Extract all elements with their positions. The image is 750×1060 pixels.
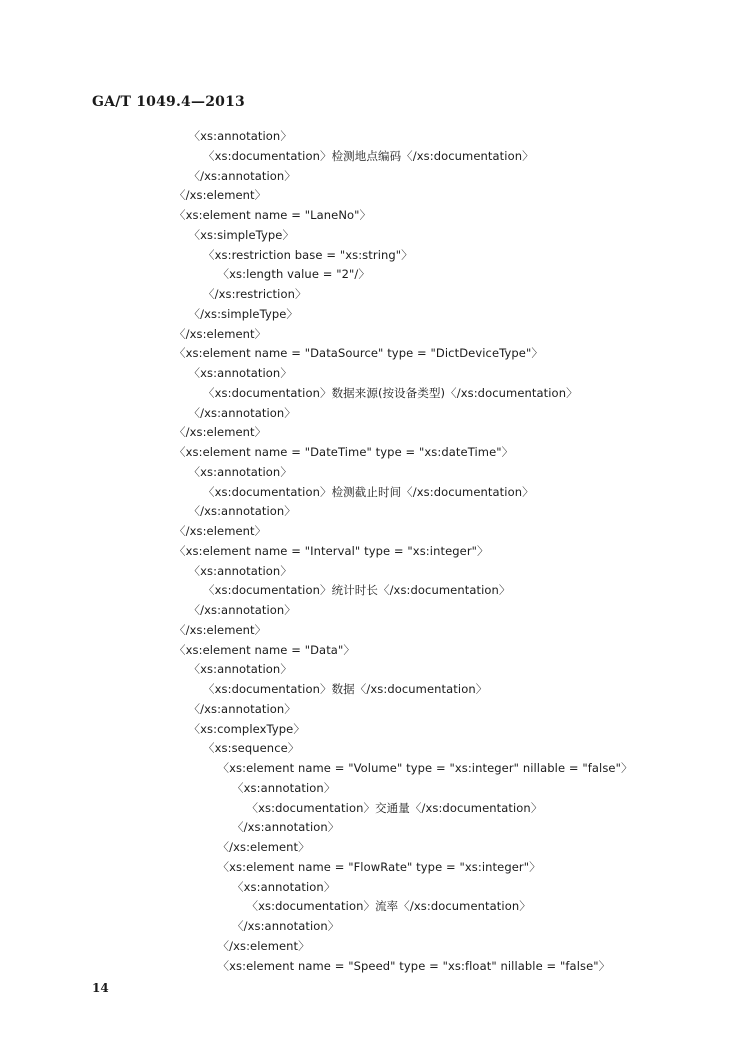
code-line: 〈xs:length value = "2"/〉 [217, 267, 371, 282]
code-line: 〈/xs:annotation〉 [188, 168, 296, 183]
code-line: 〈xs:documentation〉检测截止时间〈/xs:documentation〉 [203, 484, 534, 499]
code-line: 〈/xs:element〉 [174, 622, 267, 637]
code-line: 〈xs:documentation〉检测地点编码〈/xs:documentation〉 [203, 148, 534, 163]
code-line: 〈/xs:annotation〉 [188, 701, 296, 716]
code-line: 〈/xs:element〉 [174, 188, 267, 203]
code-line: 〈xs:simpleType〉 [188, 227, 295, 242]
code-line: 〈xs:annotation〉 [188, 563, 292, 578]
code-line: 〈xs:restriction base = "xs:string"〉 [203, 247, 413, 262]
code-line: 〈xs:element name = "Data"〉 [174, 642, 355, 657]
code-line: 〈xs:annotation〉 [188, 464, 292, 479]
code-line: 〈xs:element name = "Volume" type = "xs:integer" nillable = "false"〉 [217, 761, 633, 775]
code-line: 〈xs:element name = "DataSource" type = "DictDeviceType"〉 [174, 346, 543, 361]
code-line: 〈xs:documentation〉统计时长〈/xs:documentation〉 [203, 583, 511, 598]
code-line: 〈/xs:annotation〉 [232, 820, 340, 835]
code-line: 〈xs:documentation〉数据〈/xs:documentation〉 [203, 682, 488, 696]
code-line: 〈/xs:annotation〉 [188, 405, 296, 420]
page-number: 14 [92, 981, 109, 995]
code-line: 〈/xs:element〉 [174, 425, 267, 440]
code-line: 〈xs:annotation〉 [232, 780, 336, 795]
code-line: 〈/xs:annotation〉 [232, 919, 340, 933]
code-line: 〈xs:annotation〉 [188, 366, 292, 380]
code-line: 〈/xs:element〉 [174, 524, 267, 538]
code-line: 〈xs:complexType〉 [188, 721, 305, 736]
code-line: 〈xs:documentation〉流率〈/xs:documentation〉 [246, 899, 531, 914]
code-line: 〈xs:annotation〉 [232, 879, 336, 894]
code-line: 〈xs:sequence〉 [203, 741, 300, 756]
standard-code-header: GA/T 1049.4—2013 [92, 94, 245, 110]
code-line: 〈xs:documentation〉数据来源(按设备类型)〈/xs:documentation〉 [203, 385, 578, 400]
code-line: 〈/xs:element〉 [174, 326, 267, 341]
code-line: 〈xs:annotation〉 [188, 129, 292, 143]
code-line: 〈xs:element name = "LaneNo"〉 [174, 208, 372, 222]
code-line: 〈/xs:element〉 [217, 938, 310, 953]
code-line: 〈xs:element name = "Speed" type = "xs:float" nillable = "false"〉 [217, 958, 611, 973]
code-line: 〈xs:element name = "DateTime" type = "xs:dateTime"〉 [174, 445, 514, 459]
code-line: 〈/xs:simpleType〉 [188, 306, 299, 321]
code-line: 〈/xs:annotation〉 [188, 603, 296, 617]
code-line: 〈xs:annotation〉 [188, 662, 292, 677]
code-line: 〈xs:element name = "FlowRate" type = "xs:integer"〉 [217, 859, 541, 874]
code-line: 〈/xs:annotation〉 [188, 504, 296, 519]
code-line: 〈xs:element name = "Interval" type = "xs:integer"〉 [174, 543, 489, 558]
code-line: 〈/xs:restriction〉 [203, 287, 307, 301]
code-line: 〈xs:documentation〉交通量〈/xs:documentation〉 [246, 800, 543, 815]
code-line: 〈/xs:element〉 [217, 840, 310, 854]
